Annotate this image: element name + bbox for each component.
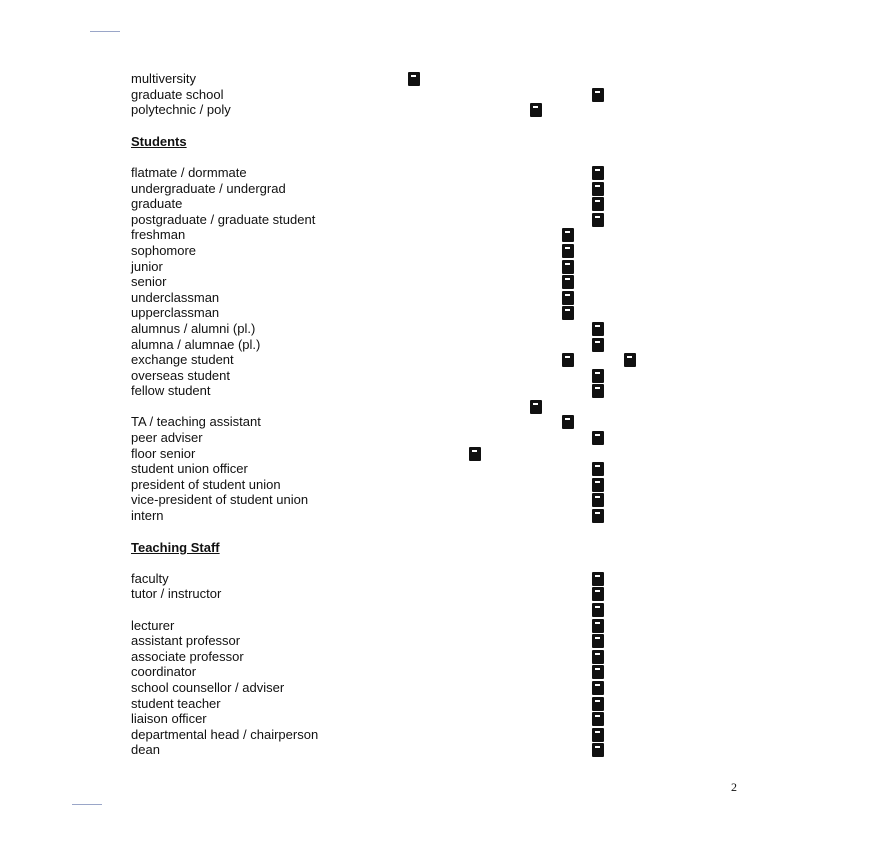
unrendered-glyph-icon [592, 182, 604, 196]
student-term: sophomore [131, 243, 197, 258]
student-term: floor senior [131, 446, 196, 461]
unrendered-glyph-icon [562, 291, 574, 305]
staff-term: associate professor [131, 649, 244, 664]
unrendered-glyph-icon [592, 634, 604, 648]
unrendered-glyph-icon [592, 587, 604, 601]
unrendered-glyph-icon [592, 603, 604, 617]
unrendered-glyph-icon [592, 322, 604, 336]
unrendered-glyph-icon [562, 244, 574, 258]
unrendered-glyph-icon [592, 509, 604, 523]
student-term: student union officer [131, 461, 248, 476]
term-multiversity: multiversity [131, 71, 197, 86]
term-polytechnic: polytechnic / poly [131, 102, 231, 117]
staff-term: coordinator [131, 664, 197, 679]
student-term: upperclassman [131, 305, 220, 320]
unrendered-glyph-icon [530, 103, 542, 117]
footer-mark [72, 804, 102, 805]
unrendered-glyph-icon [562, 306, 574, 320]
student-term: postgraduate / graduate student [131, 212, 316, 227]
unrendered-glyph-icon [592, 431, 604, 445]
student-term: senior [131, 274, 167, 289]
unrendered-glyph-icon [592, 493, 604, 507]
unrendered-glyph-icon [592, 166, 604, 180]
unrendered-glyph-icon [592, 572, 604, 586]
student-term: TA / teaching assistant [131, 414, 261, 429]
staff-term: dean [131, 742, 160, 757]
student-term: alumna / alumnae (pl.) [131, 337, 261, 352]
student-term: president of student union [131, 477, 281, 492]
staff-term: departmental head / chairperson [131, 727, 319, 742]
unrendered-glyph-icon [562, 275, 574, 289]
student-term: fellow student [131, 383, 211, 398]
unrendered-glyph-icon [562, 353, 574, 367]
unrendered-glyph-icon [592, 369, 604, 383]
unrendered-glyph-icon [592, 384, 604, 398]
unrendered-glyph-icon [408, 72, 420, 86]
student-term: undergraduate / undergrad [131, 181, 286, 196]
staff-term: school counsellor / adviser [131, 680, 285, 695]
student-term: graduate [131, 196, 183, 211]
student-term: underclassman [131, 290, 220, 305]
unrendered-glyph-icon [592, 462, 604, 476]
staff-term: lecturer [131, 618, 175, 633]
page-number: 2 [731, 780, 737, 794]
staff-term: tutor / instructor [131, 586, 222, 601]
student-term: intern [131, 508, 164, 523]
unrendered-glyph-icon [592, 665, 604, 679]
students-heading: Students [131, 134, 187, 149]
unrendered-glyph-icon [592, 728, 604, 742]
unrendered-glyph-icon [530, 400, 542, 414]
unrendered-glyph-icon [469, 447, 481, 461]
unrendered-glyph-icon [592, 478, 604, 492]
unrendered-glyph-icon [592, 712, 604, 726]
student-term: peer adviser [131, 430, 203, 445]
student-term: freshman [131, 227, 186, 242]
student-term: junior [131, 259, 163, 274]
student-term: alumnus / alumni (pl.) [131, 321, 256, 336]
staff-term: liaison officer [131, 711, 207, 726]
unrendered-glyph-icon [562, 228, 574, 242]
header-mark [90, 31, 120, 32]
unrendered-glyph-icon [562, 260, 574, 274]
unrendered-glyph-icon [592, 88, 604, 102]
unrendered-glyph-icon [592, 697, 604, 711]
unrendered-glyph-icon [592, 681, 604, 695]
student-term: exchange student [131, 352, 234, 367]
term-graduate-school: graduate school [131, 87, 224, 102]
unrendered-glyph-icon [624, 353, 636, 367]
student-term: flatmate / dormmate [131, 165, 247, 180]
teaching-staff-heading: Teaching Staff [131, 540, 220, 555]
student-term: vice-president of student union [131, 492, 309, 507]
staff-term: student teacher [131, 696, 221, 711]
student-term: overseas student [131, 368, 231, 383]
unrendered-glyph-icon [592, 619, 604, 633]
unrendered-glyph-icon [562, 415, 574, 429]
unrendered-glyph-icon [592, 197, 604, 211]
staff-term: assistant professor [131, 633, 241, 648]
unrendered-glyph-icon [592, 338, 604, 352]
unrendered-glyph-icon [592, 650, 604, 664]
unrendered-glyph-icon [592, 743, 604, 757]
staff-term: faculty [131, 571, 169, 586]
unrendered-glyph-icon [592, 213, 604, 227]
